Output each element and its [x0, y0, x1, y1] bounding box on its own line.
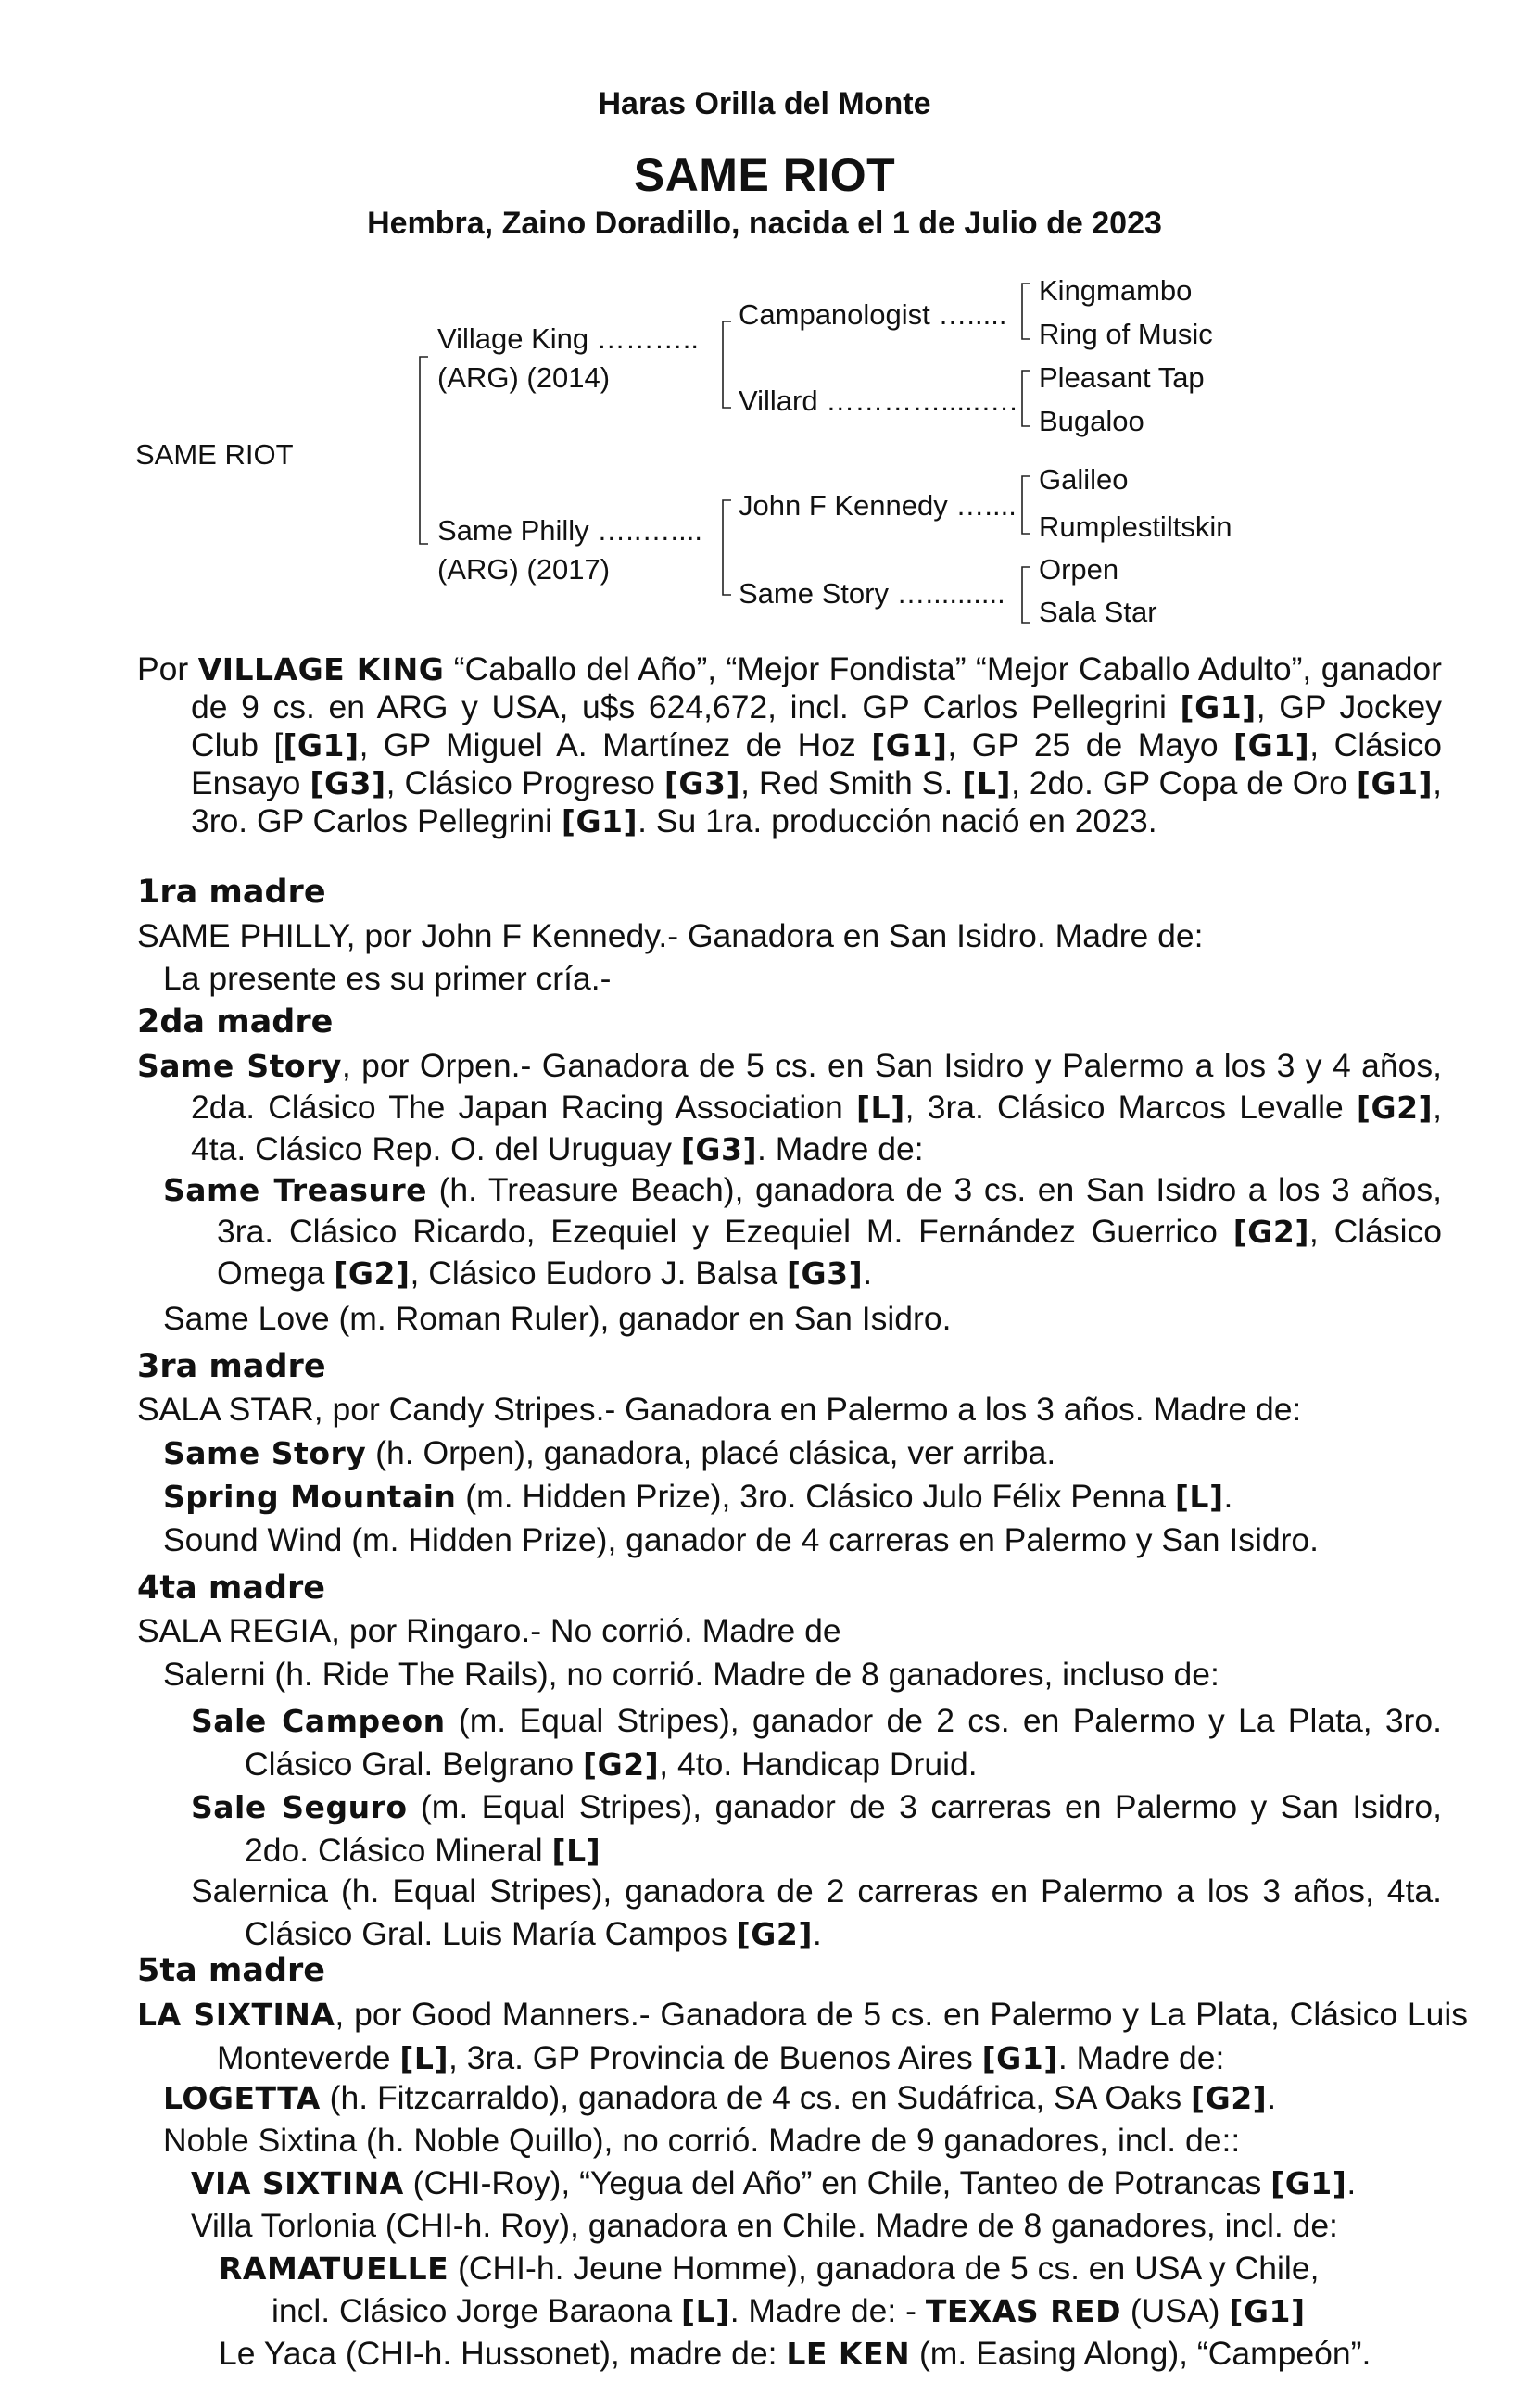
- horse-name-bold: VIA SIXTINA: [191, 2165, 404, 2201]
- dam1-line: SAME PHILLY, por John F Kennedy.- Ganadora en San Isidro. Madre de:: [137, 917, 1204, 954]
- section-heading-dam1: 1ra madre: [137, 874, 326, 911]
- text: , 4ta. Clásico Rep. O. del Uruguay: [191, 1089, 1442, 1167]
- grade-badge: [G1]: [1233, 727, 1310, 763]
- text: , por Good Manners.- Ganadora de 5 cs. en Palermo y La Plata, Clásico Luis Monteverde: [217, 1996, 1468, 2076]
- pedigree-dsd: Rumplestiltskin: [1039, 511, 1232, 543]
- dam2-offspring-1: [163, 1169, 1442, 1294]
- text: (h. Fitzcarraldo), ganadora de 4 cs. en Sudáfrica, SA Oaks: [320, 2079, 1192, 2116]
- horse-name-bold: TEXAS RED: [925, 2293, 1121, 2329]
- horse-name-bold: LE KEN: [786, 2336, 911, 2372]
- horse-description: Hembra, Zaino Doradillo, nacida el 1 de Julio de 2023: [367, 206, 1162, 241]
- dam3-line: SALA STAR, por Candy Stripes.- Ganadora en Palermo a los 3 años. Madre de:: [137, 1391, 1302, 1428]
- dam5-offspring-2: Noble Sixtina (h. Noble Quillo), no corrió. Madre de 9 ganadores, incl. de::: [163, 2122, 1241, 2159]
- pedigree-dds: Orpen: [1039, 553, 1119, 586]
- grade-badge: [G2]: [1356, 1090, 1434, 1126]
- pedigree-dam-origin: (ARG) (2017): [437, 553, 611, 586]
- pedigree-subject: SAME RIOT: [135, 438, 294, 471]
- dam4-grandchild-3: [191, 1870, 1442, 1956]
- pedigree-dam-dam: Same Story …..........: [739, 577, 1005, 610]
- text: , GP Miguel A. Martínez de Hoz: [359, 726, 872, 763]
- bracket-dam: [723, 500, 731, 595]
- dam2-offspring-2: Same Love (m. Roman Ruler), ganador en San Isidro.: [163, 1300, 952, 1337]
- grade-badge: [G1]: [1229, 2293, 1306, 2329]
- section-heading-dam2: 2da madre: [137, 1003, 334, 1040]
- horse-name-bold: Sale Seguro: [191, 1789, 408, 1825]
- pedigree-sdd: Bugaloo: [1039, 405, 1144, 437]
- horse-name-bold: Sale Campeon: [191, 1703, 446, 1739]
- text: , Clásico Eudoro J. Balsa: [410, 1254, 787, 1292]
- text: , 4to. Handicap Druid.: [659, 1746, 978, 1783]
- farm-name: Haras Orilla del Monte: [598, 86, 931, 121]
- dam5-grandchild-2: Villa Torlonia (CHI-h. Roy), ganadora en Chile. Madre de 8 ganadores, incl. de:: [191, 2207, 1338, 2244]
- dam1-note: La presente es su primer cría.-: [163, 960, 612, 997]
- text: , 3ro. GP Carlos Pellegrini: [191, 764, 1442, 839]
- text: Le Yaca (CHI-h. Hussonet), madre de:: [219, 2335, 787, 2372]
- grade-badge: [G3]: [663, 765, 741, 801]
- section-heading-dam3: 3ra madre: [137, 1348, 326, 1385]
- text: (CHI-Roy), “Yegua del Año” en Chile, Tanteo de Potrancas: [403, 2164, 1271, 2201]
- bracket-ss: [1022, 284, 1030, 339]
- horse-name-bold: LOGETTA: [163, 2080, 321, 2116]
- sire-paragraph: [137, 650, 1442, 840]
- text: .: [863, 1254, 873, 1292]
- bracket-ds: [1022, 476, 1030, 534]
- dam3-offspring-3: Sound Wind (m. Hidden Prize), ganador de 4 carreras en Palermo y San Isidro.: [163, 1521, 1320, 1558]
- grade-badge: [L]: [962, 765, 1011, 801]
- dam4-offspring-1: Salerni (h. Ride The Rails), no corrió. Madre de 8 ganadores, incluso de:: [163, 1656, 1219, 1693]
- dam4-grandchild-2: [191, 1785, 1442, 1872]
- text: “Caballo del Año”, “Mejor Fondista” “Mejor Caballo Adulto”, ganador de 9 cs. en ARG y USA, u$s 624,672, incl. GP Carlos Pellegrini: [191, 650, 1442, 725]
- grade-badge: [G3]: [786, 1255, 864, 1292]
- grade-badge: [G1]: [981, 2040, 1058, 2076]
- pedigree-sss: Kingmambo: [1039, 274, 1193, 307]
- pedigree-sire-origin: (ARG) (2014): [437, 361, 611, 394]
- text: .: [1223, 1478, 1233, 1515]
- grade-badge: [G2]: [334, 1255, 411, 1292]
- text: , 3ra. Clásico Marcos Levalle: [904, 1089, 1357, 1126]
- grade-badge: [G2]: [736, 1916, 813, 1952]
- grade-badge: [L]: [551, 1833, 601, 1869]
- text: , Clásico Ensayo: [191, 726, 1442, 801]
- grade-badge: [L]: [855, 1090, 905, 1126]
- dam5-grandchild-1: [191, 2164, 1356, 2202]
- horse-name-bold: RAMATUELLE: [219, 2250, 449, 2287]
- text: (USA): [1120, 2292, 1230, 2329]
- bracket-gen1: [420, 357, 428, 544]
- dam5-paragraph: [137, 1993, 1468, 2080]
- dam5-great-grandchild-2: [219, 2335, 1371, 2373]
- horse-name-bold: Same Story: [163, 1435, 367, 1471]
- grade-badge: [G1]: [283, 727, 360, 763]
- grade-badge: [G3]: [680, 1131, 758, 1167]
- grade-badge: [L]: [399, 2040, 449, 2076]
- pedigree-sire: Village King ………..: [437, 322, 699, 355]
- horse-name-bold: Same Treasure: [163, 1172, 428, 1208]
- pedigree-ssd: Ring of Music: [1039, 318, 1213, 350]
- grade-badge: [G1]: [871, 727, 948, 763]
- text: , 2do. GP Copa de Oro: [1010, 764, 1357, 801]
- dam5-offspring-1: [163, 2079, 1276, 2117]
- horse-name-bold: LA SIXTINA: [137, 1997, 335, 2033]
- grade-badge: [G1]: [1180, 689, 1257, 725]
- text: , Clásico Omega: [217, 1213, 1443, 1292]
- text: (CHI-h. Jeune Homme), ganadora de 5 cs. en USA y Chile,: [449, 2250, 1320, 2287]
- sire-name: VILLAGE KING: [197, 651, 445, 687]
- dam4-grandchild-1: [191, 1699, 1442, 1786]
- grade-badge: [G1]: [1270, 2165, 1347, 2201]
- grade-badge: [G2]: [1191, 2080, 1268, 2116]
- horse-name: SAME RIOT: [633, 149, 896, 201]
- text: . Madre de: -: [729, 2292, 926, 2329]
- pedigree-dam-sire: John F Kennedy …....: [739, 489, 1017, 522]
- text: .: [812, 1915, 822, 1952]
- text: . Su 1ra. producción nació en 2023.: [638, 802, 1157, 839]
- text: (h. Orpen), ganadora, placé clásica, ver arriba.: [366, 1434, 1056, 1471]
- bracket-dd: [1022, 567, 1030, 623]
- dam2-paragraph: [137, 1045, 1442, 1170]
- text: , GP 25 de Mayo: [947, 726, 1234, 763]
- bracket-sd: [1022, 371, 1030, 426]
- grade-badge: [G1]: [561, 803, 638, 839]
- dam5-great-grandchild-1: [219, 2250, 1319, 2288]
- section-heading-dam5: 5ta madre: [137, 1952, 326, 1989]
- grade-badge: [L]: [1174, 1479, 1224, 1515]
- text: , Red Smith S.: [740, 764, 963, 801]
- dam3-offspring-1: [163, 1434, 1055, 1472]
- text: (m. Easing Along), “Campeón”.: [910, 2335, 1371, 2372]
- grade-badge: [G3]: [310, 765, 386, 801]
- text: (h. Treasure Beach), ganadora de 3 cs. en San Isidro a los 3 años, 3ra. Clásico Ricardo, Ezequiel y Ezequiel M. Fernández Guerrico: [217, 1171, 1443, 1250]
- horse-name-bold: Same Story: [137, 1048, 342, 1084]
- pedigree-dam: Same Philly …..…....: [437, 514, 702, 547]
- pedigree-sire-sire: Campanologist ….....: [739, 298, 1007, 331]
- section-heading-dam4: 4ta madre: [137, 1570, 326, 1607]
- text: , 3ra. GP Provincia de Buenos Aires: [449, 2039, 982, 2076]
- dam3-offspring-2: [163, 1478, 1232, 1516]
- bracket-sire: [723, 321, 731, 408]
- text: (m. Hidden Prize), 3ro. Clásico Julo Félix Penna: [456, 1478, 1175, 1515]
- text: . Madre de:: [1057, 2039, 1225, 2076]
- dam5-great-grandchild-1-cont: [272, 2292, 1306, 2330]
- grade-badge: [G2]: [583, 1746, 660, 1783]
- pedigree-sire-dam: Villard ………….....….: [739, 385, 1017, 417]
- text: (m. Equal Stripes), ganador de 3 carreras en Palermo y San Isidro, 2do. Clásico Mineral: [245, 1788, 1442, 1869]
- text: . Madre de:: [757, 1130, 924, 1167]
- pedigree-sds: Pleasant Tap: [1039, 361, 1205, 394]
- text: incl. Clásico Jorge Baraona: [272, 2292, 681, 2329]
- text: .: [1346, 2164, 1357, 2201]
- grade-badge: [G1]: [1356, 765, 1434, 801]
- text: , GP Jockey Club [: [191, 688, 1442, 763]
- pedigree-ddd: Sala Star: [1039, 596, 1157, 628]
- horse-name-bold: Spring Mountain: [163, 1479, 457, 1515]
- text: Por: [137, 650, 198, 687]
- text: (m. Equal Stripes), ganador de 2 cs. en Palermo y La Plata, 3ro. Clásico Gral. Belgrano: [245, 1702, 1442, 1783]
- grade-badge: [G2]: [1232, 1214, 1309, 1250]
- text: , Clásico Progreso: [385, 764, 664, 801]
- text: Salernica (h. Equal Stripes), ganadora de 2 carreras en Palermo a los 3 años, 4ta. Clásico Gral. Luis María Campos: [191, 1872, 1442, 1952]
- dam4-line: SALA REGIA, por Ringaro.- No corrió. Madre de: [137, 1612, 841, 1649]
- text: .: [1267, 2079, 1277, 2116]
- grade-badge: [L]: [681, 2293, 730, 2329]
- text: , por Orpen.- Ganadora de 5 cs. en San Isidro y Palermo a los 3 y 4 años, 2da. Clásico The Japan Racing Association: [191, 1047, 1442, 1126]
- pedigree-dss: Galileo: [1039, 463, 1129, 496]
